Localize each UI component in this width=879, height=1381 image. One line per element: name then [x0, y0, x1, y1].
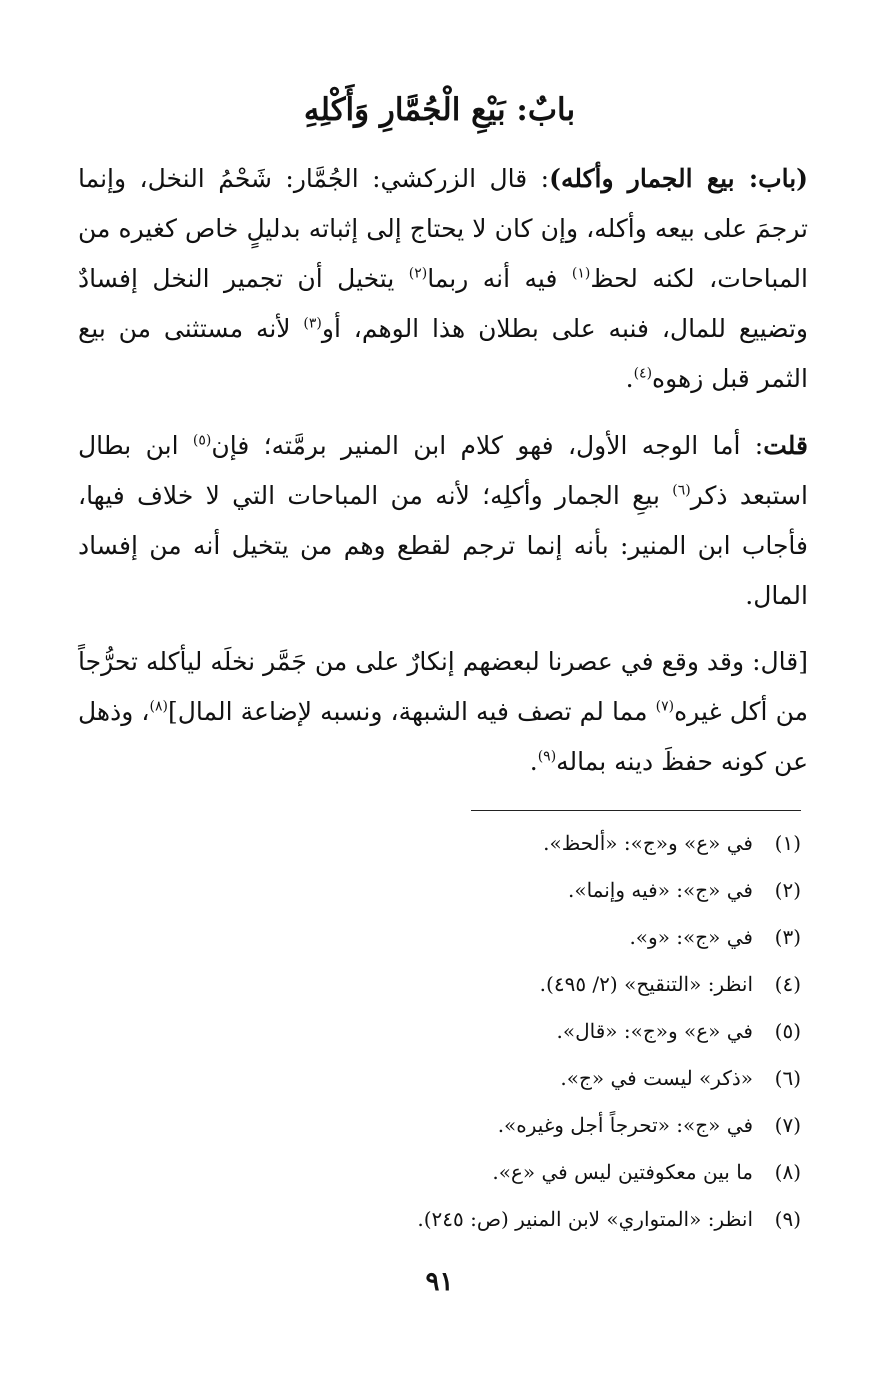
footnote-number: (٢) — [774, 878, 801, 902]
footnote-ref-6[interactable]: (٦) — [672, 482, 691, 499]
footnote-text: ما بين معكوفتين ليس في «ع». — [492, 1160, 753, 1184]
paragraph-1-text-3: يتخيل أن تجمير النخل إفسادٌ وتضييع للمال، فنبه على بطلان هذا الوهم، أو — [78, 264, 808, 343]
footnote-text: في «ع» و«ج»: «ألحظ». — [543, 831, 753, 855]
footnote-text: «ذكر» ليست في «ج». — [560, 1066, 753, 1090]
footnote-number: (٣) — [774, 925, 801, 949]
footnote-number: (١) — [774, 831, 801, 855]
footnote-list — [281, 820, 801, 1243]
paragraph-2 — [78, 421, 808, 621]
footnote-item — [281, 1008, 801, 1055]
footnote-ref-9[interactable]: (٩) — [537, 748, 557, 765]
paragraph-1-text-5: . — [625, 364, 634, 393]
footnote-ref-3[interactable]: (٣) — [303, 315, 322, 332]
footnote-item — [281, 1055, 801, 1102]
footnote-number: (٧) — [774, 1113, 801, 1137]
footnote-text: انظر: «المتواري» لابن المنير (ص: ٢٤٥). — [417, 1207, 753, 1231]
footnote-text: انظر: «التنقيح» (٢/ ٤٩٥). — [539, 972, 753, 996]
footnote-ref-5[interactable]: (٥) — [192, 432, 212, 449]
footnote-separator — [471, 810, 801, 811]
footnote-ref-2[interactable]: (٢) — [408, 265, 428, 282]
footnote-item — [281, 1196, 801, 1243]
footnote-item — [281, 820, 801, 867]
paragraph-3-text-3: ، وذهل عن كونه حفظَ دينه بماله — [78, 697, 808, 776]
footnote-text: في «ج»: «فيه وإنما». — [567, 878, 753, 902]
footnote-text: في «ج»: «و». — [629, 925, 753, 949]
paragraph-3-text-2: مما لم تصف فيه الشبهة، ونسبه لإضاعة المال] — [167, 697, 656, 726]
footnote-text: في «ج»: «تحرجاً أجل وغيره». — [497, 1113, 753, 1137]
footnote-item — [281, 914, 801, 961]
footnote-text: في «ع» و«ج»: «قال». — [556, 1019, 753, 1043]
footnote-number: (٦) — [774, 1066, 801, 1090]
paragraph-1-text-4: لأنه مستثنى من بيع الثمر قبل زهوه — [78, 314, 808, 393]
page-number: ٩١ — [425, 1267, 454, 1297]
footnote-ref-8[interactable]: (٨) — [149, 698, 168, 715]
footnote-item — [281, 1149, 801, 1196]
footnote-ref-1[interactable]: (١) — [571, 265, 591, 282]
footnote-number: (٥) — [774, 1019, 801, 1043]
footnote-item — [281, 1102, 801, 1149]
paragraph-1-text-2: فيه أنه ربما — [427, 264, 572, 293]
footnote-ref-4[interactable]: (٤) — [633, 365, 653, 382]
footnote-ref-7[interactable]: (٧) — [655, 698, 675, 715]
footnote-item — [281, 961, 801, 1008]
paragraph-1 — [78, 154, 808, 404]
paragraph-1-lead: (باب: بيع الجمار وأكله) — [549, 164, 809, 193]
paragraph-2-text-3: بيعِ الجمار وأكلِه؛ لأنه من المباحات التي لا خلاف فيها، فأجاب ابن المنير: بأنه إنما ترجم لقطع وهم من يتخيل أنه من إفساد المال. — [78, 481, 808, 610]
paragraph-1-text-1: : قال الزركشي: الجُمَّار: شَحْمُ النخل، وإنما ترجمَ على بيعه وأكله، وإن كان لا يحتاج إلى إثباته بدليلٍ خاص كغيره من المباحات، لكنه لحظ — [78, 164, 808, 293]
footnote-number: (٤) — [774, 972, 801, 996]
paragraph-2-lead: قلت — [763, 431, 808, 460]
paragraph-3-text-1: [قال: وقد وقع في عصرنا لبعضهم إنكارٌ على من جَمَّر نخلَه ليأكله تحرُّجاً من أكل غيره — [78, 647, 808, 726]
paragraph-3 — [78, 637, 808, 787]
footnote-item — [281, 867, 801, 914]
chapter-title: بابٌ: بَيْعِ الْجُمَّارِ وَأَكْلِهِ — [303, 92, 576, 128]
footnote-number: (٩) — [774, 1207, 801, 1231]
paragraph-3-text-4: . — [529, 747, 538, 776]
paragraph-2-text-2: ابن بطال استبعد ذكر — [78, 431, 808, 510]
paragraph-2-text-1: : أما الوجه الأول، فهو كلام ابن المنير برمَّته؛ فإن — [211, 431, 764, 460]
footnote-number: (٨) — [774, 1160, 801, 1184]
